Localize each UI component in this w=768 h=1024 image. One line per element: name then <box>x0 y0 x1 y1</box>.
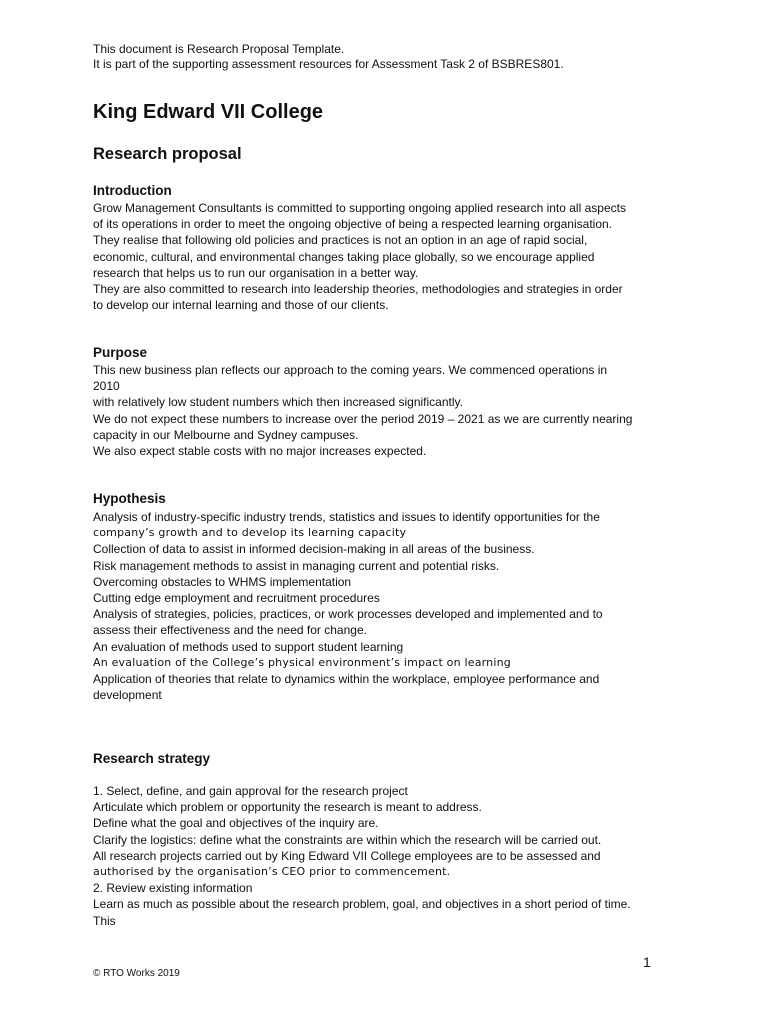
purpose-heading: Purpose <box>93 345 148 360</box>
paragraph-line: assess their effectiveness and the need for change. <box>93 623 367 638</box>
paragraph-line: development <box>93 688 162 703</box>
paragraph-line: of its operations in order to meet the ongoing objective of being a respected learning organisation. <box>93 217 612 232</box>
header-note <box>93 42 564 72</box>
purpose-body <box>93 362 693 459</box>
paragraph-line: 1. Select, define, and gain approval for the research project <box>93 784 408 798</box>
paragraph-line: 2010 <box>93 379 120 394</box>
research-strategy-heading: Research strategy <box>93 751 211 766</box>
paragraph-line: capacity in our Melbourne and Sydney campuses. <box>93 427 359 442</box>
paragraph-line: They are also committed to research into leadership theories, methodologies and strategies in order <box>93 282 623 297</box>
paragraph-line: We do not expect these numbers to increase over the period 2019 – 2021 as we are currently nearing <box>93 411 633 426</box>
paragraph-line: 2. Review existing information <box>93 881 253 896</box>
paragraph-line: authorised by the organisation’s CEO prior to commencement. <box>93 865 451 879</box>
paragraph-line: An evaluation of methods used to support student learning <box>93 639 404 654</box>
paragraph-line: Learn as much as possible about the research problem, goal, and objectives in a short period of time. <box>93 897 631 912</box>
document-title: Research proposal <box>93 145 242 163</box>
hypothesis-body <box>93 509 693 703</box>
paragraph-line: Articulate which problem or opportunity the research is meant to address. <box>93 800 482 815</box>
paragraph-line: Analysis of strategies, policies, practices, or work processes developed and implemented and to <box>93 607 603 622</box>
paragraph-line: economic, cultural, and environmental changes taking place globally, so we encourage applied <box>93 249 595 264</box>
page-number: 1 <box>643 954 651 970</box>
introduction-body <box>93 200 693 313</box>
paragraph-line: Risk management methods to assist in managing current and potential risks. <box>93 558 500 573</box>
paragraph-line: to develop our internal learning and those of our clients. <box>93 298 389 313</box>
introduction-heading: Introduction <box>93 183 172 198</box>
paragraph-line: This new business plan reflects our approach to the coming years. We commenced operations in <box>93 363 608 377</box>
header-note-line-1: This document is Research Proposal Template. <box>93 42 345 56</box>
paragraph-line: research that helps us to run our organisation in a better way. <box>93 265 419 280</box>
paragraph-line: with relatively low student numbers which then increased significantly. <box>93 395 463 410</box>
footer-copyright: © RTO Works 2019 <box>93 968 180 979</box>
research-strategy-body <box>93 783 693 929</box>
paragraph-line: company’s growth and to develop its learning capacity <box>93 526 407 540</box>
header-note-line-2: It is part of the supporting assessment resources for Assessment Task 2 of BSBRES801. <box>93 57 564 71</box>
paragraph-line: This <box>93 913 116 928</box>
paragraph-line: Collection of data to assist in informed decision-making in all areas of the business. <box>93 542 535 557</box>
paragraph-line: Clarify the logistics: define what the constraints are within which the research will be carried out. <box>93 832 602 847</box>
paragraph-line: Grow Management Consultants is committed to supporting ongoing applied research into all aspects <box>93 201 626 215</box>
paragraph-line: Cutting edge employment and recruitment procedures <box>93 591 380 606</box>
paragraph-line: Overcoming obstacles to WHMS implementation <box>93 574 352 589</box>
college-title: King Edward VII College <box>93 101 324 123</box>
paragraph-line: Define what the goal and objectives of the inquiry are. <box>93 816 379 831</box>
paragraph-line: We also expect stable costs with no major increases expected. <box>93 444 427 459</box>
paragraph-line: They realise that following old policies and practices is not an option in an age of rapid social, <box>93 233 588 248</box>
paragraph-line: All research projects carried out by King Edward VII College employees are to be assessed and <box>93 848 601 863</box>
paragraph-line: Application of theories that relate to dynamics within the workplace, employee performance and <box>93 672 600 687</box>
paragraph-line: An evaluation of the College’s physical environment’s impact on learning <box>93 655 511 669</box>
hypothesis-heading: Hypothesis <box>93 491 166 506</box>
paragraph-line: Analysis of industry-specific industry trends, statistics and issues to identify opportunities for the <box>93 510 600 524</box>
